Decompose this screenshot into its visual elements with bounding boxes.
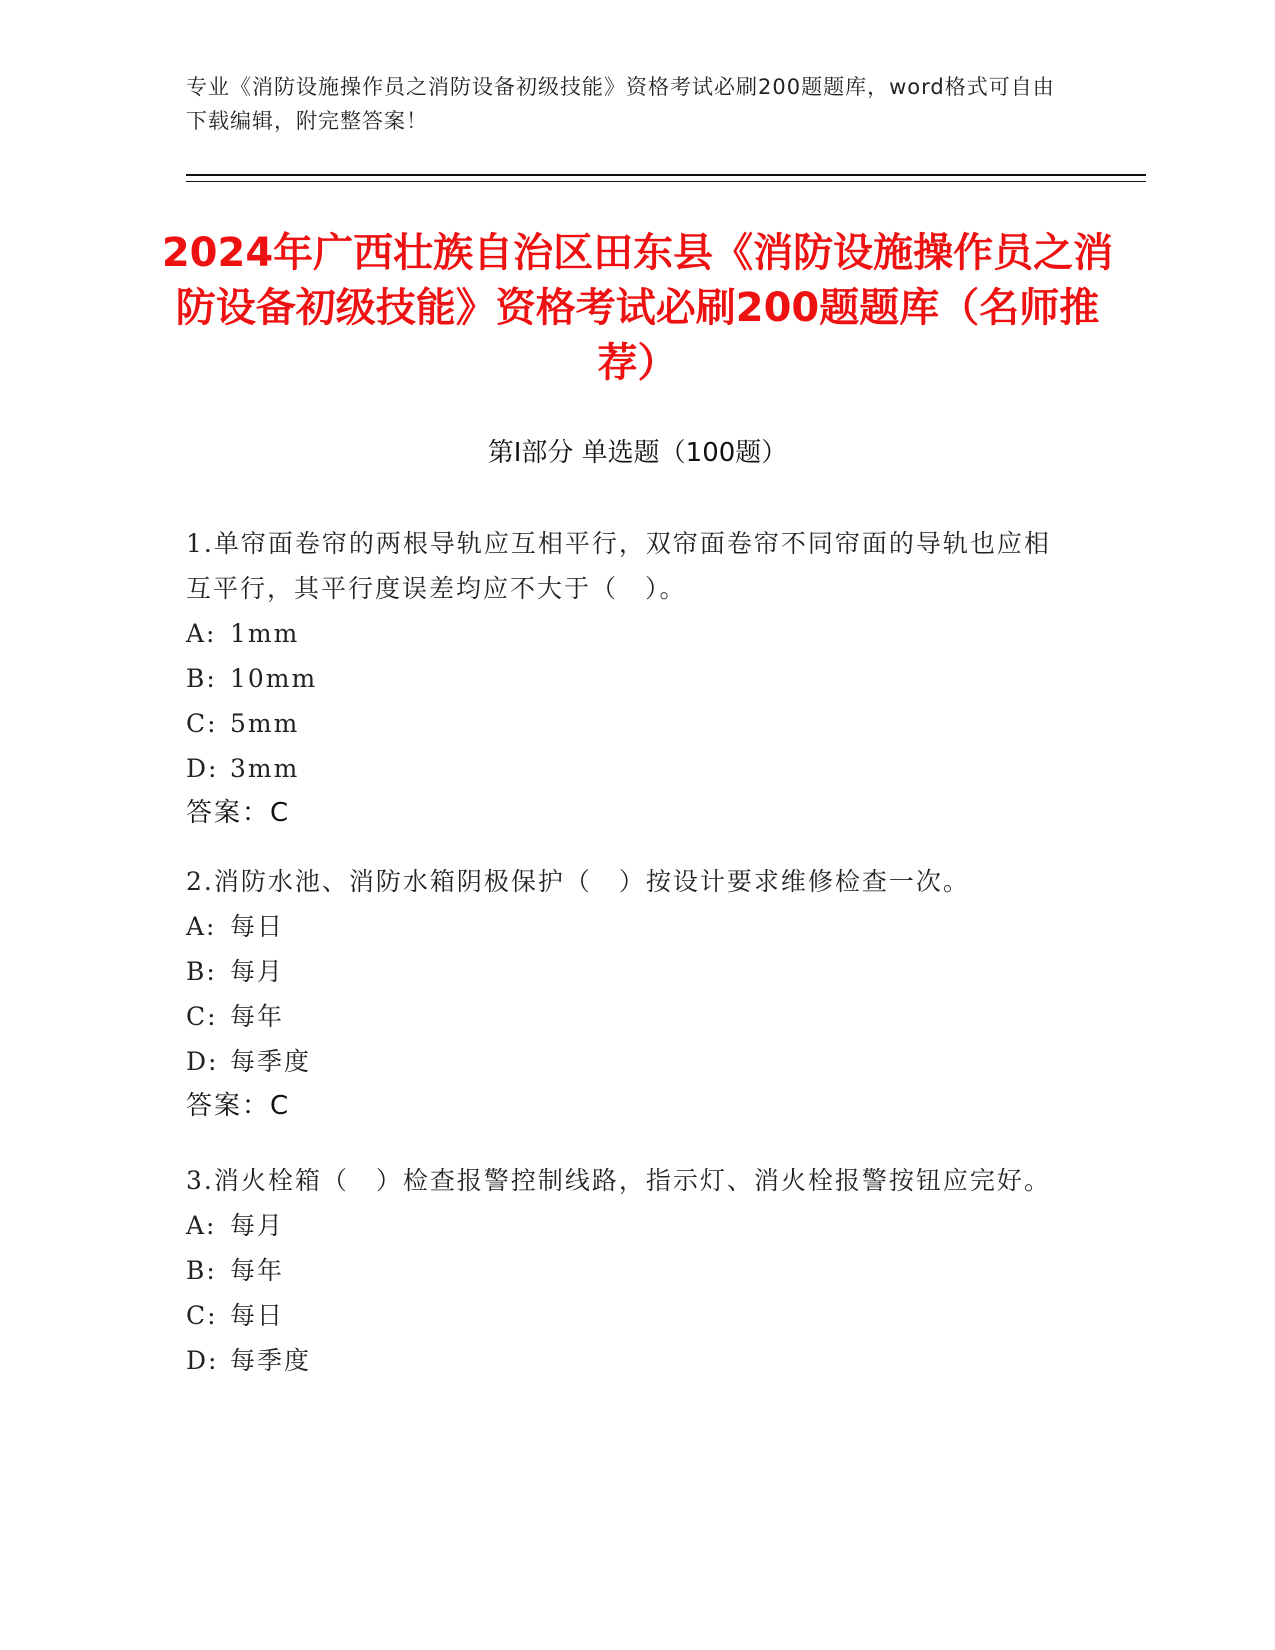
- question-1: [186, 521, 1066, 836]
- question-stem: 2.消防水池、消防水箱阴极保护（ ）按设计要求维修检查一次。: [186, 867, 970, 896]
- option-a: [186, 904, 1066, 949]
- option-text: 每月: [230, 957, 285, 986]
- option-c: [186, 701, 1066, 746]
- question-2: [186, 859, 1066, 1129]
- option-key: A:: [186, 912, 217, 941]
- option-text: 每年: [230, 1002, 285, 1031]
- option-key: D:: [186, 1047, 219, 1076]
- answer-line: 答案：C: [186, 798, 291, 828]
- section-title: 第Ⅰ部分 单选题（100题）: [487, 438, 788, 468]
- option-text: 每月: [230, 1211, 285, 1240]
- option-b: [186, 656, 1066, 701]
- option-text: 3mm: [230, 754, 300, 783]
- option-text: 每季度: [230, 1346, 312, 1375]
- option-d: [186, 746, 1066, 791]
- option-key: B:: [186, 957, 217, 986]
- option-key: D:: [186, 754, 219, 783]
- option-c: [186, 994, 1066, 1039]
- option-key: C:: [186, 709, 218, 738]
- question-stem: 1.单帘面卷帘的两根导轨应互相平行，双帘面卷帘不同帘面的导轨也应相互平行，其平行度误差均应不大于（ ）。: [186, 529, 1051, 603]
- header-divider: [186, 174, 1146, 176]
- option-text: 每日: [230, 1301, 285, 1330]
- option-key: B:: [186, 1256, 217, 1285]
- option-c: [186, 1293, 1066, 1338]
- header-note: 专业《消防设施操作员之消防设备初级技能》资格考试必刷200题题库，word格式可自由下载编辑，附完整答案！: [186, 75, 1055, 133]
- question-3: [186, 1158, 1066, 1383]
- option-d: [186, 1039, 1066, 1084]
- option-text: 每日: [230, 912, 285, 941]
- option-key: B:: [186, 664, 217, 693]
- option-key: A:: [186, 619, 217, 648]
- option-text: 每季度: [230, 1047, 312, 1076]
- option-key: D:: [186, 1346, 219, 1375]
- option-key: C:: [186, 1301, 218, 1330]
- header-divider-thin: [186, 181, 1146, 182]
- option-text: 每年: [230, 1256, 285, 1285]
- option-text: 1mm: [230, 619, 300, 648]
- option-b: [186, 1248, 1066, 1293]
- option-key: A:: [186, 1211, 217, 1240]
- document-title: 2024年广西壮族自治区田东县《消防设施操作员之消防设备初级技能》资格考试必刷200题题库（名师推荐）: [161, 230, 1114, 386]
- question-stem: 3.消火栓箱（ ）检查报警控制线路，指示灯、消火栓报警按钮应完好。: [186, 1166, 1051, 1195]
- option-a: [186, 611, 1066, 656]
- option-d: [186, 1338, 1066, 1383]
- option-text: 5mm: [230, 709, 300, 738]
- option-key: C:: [186, 1002, 218, 1031]
- option-text: 10mm: [230, 664, 318, 693]
- answer-line: 答案：C: [186, 1091, 291, 1121]
- option-b: [186, 949, 1066, 994]
- option-a: [186, 1203, 1066, 1248]
